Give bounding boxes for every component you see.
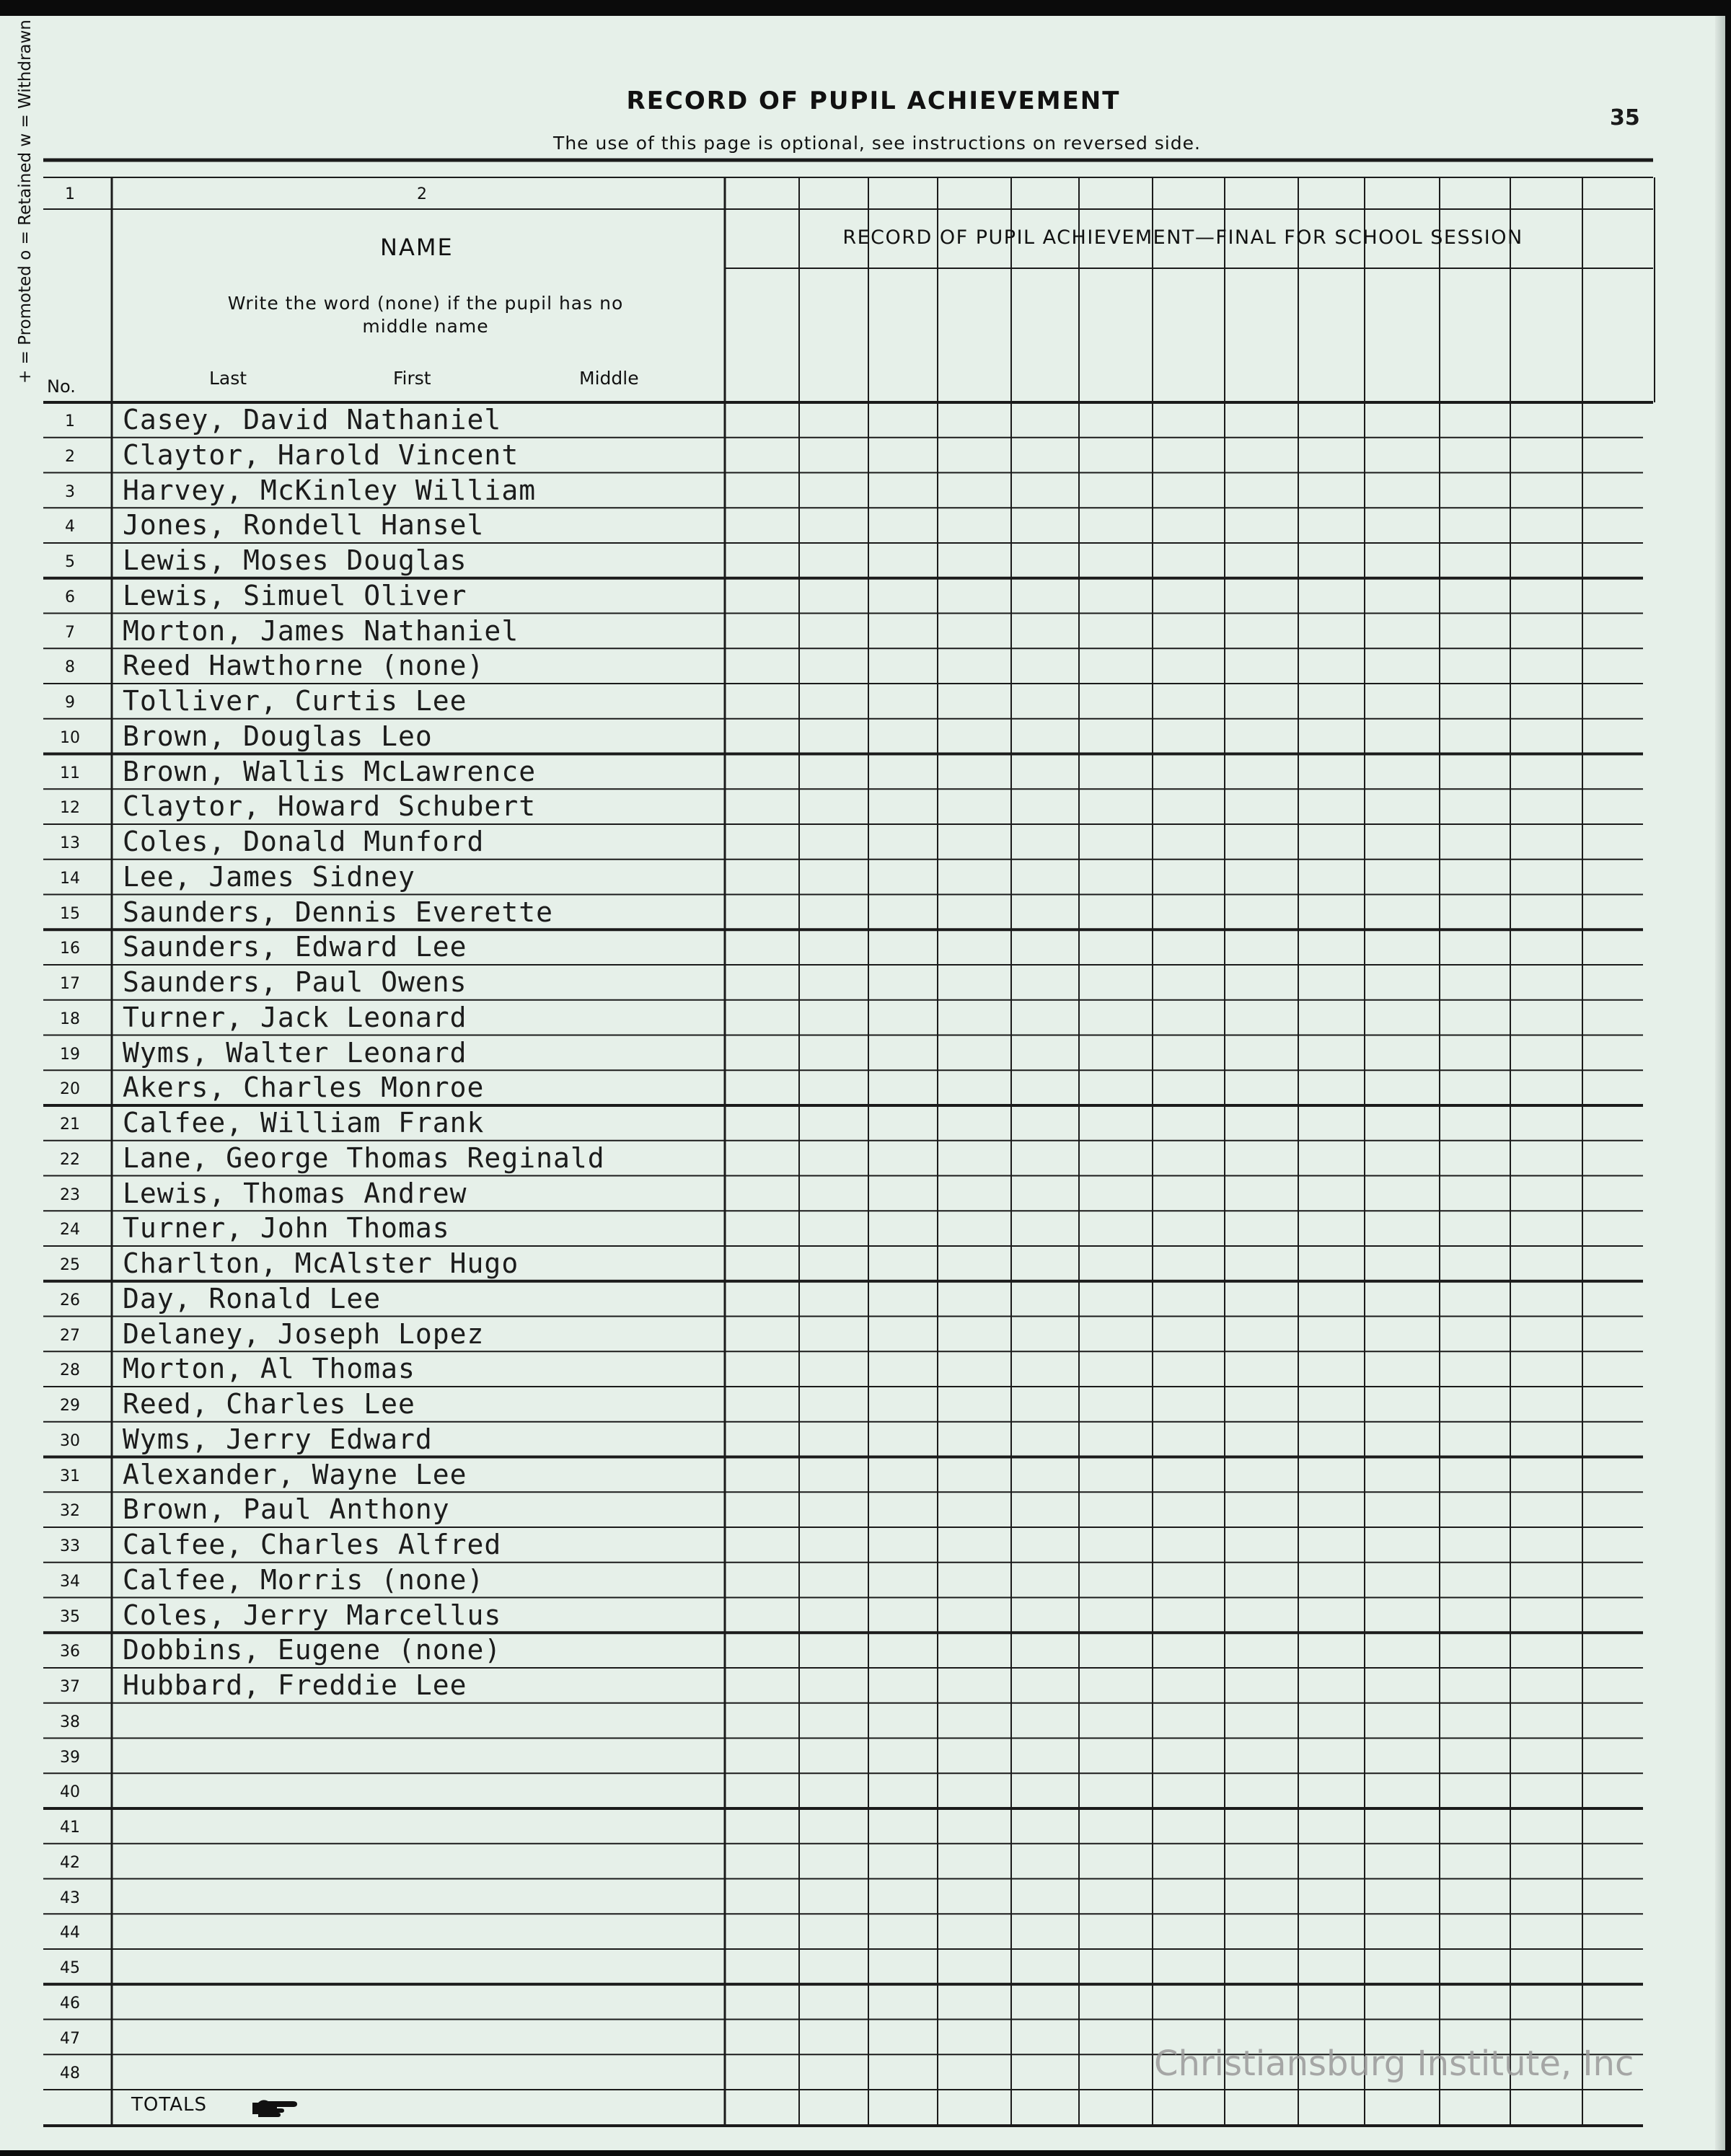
- pupil-name: Brown, Wallis McLawrence: [123, 755, 537, 787]
- pupil-name: Jones, Rondell Hansel: [123, 509, 485, 542]
- row-number: 47: [60, 2029, 80, 2048]
- name-heading: NAME: [380, 234, 454, 261]
- pupil-name: Saunders, Dennis Everette: [123, 896, 553, 928]
- first-name-label: First: [393, 368, 431, 389]
- row-number: 10: [60, 728, 80, 747]
- pupil-name: Saunders, Paul Owens: [123, 966, 467, 998]
- row-number: 42: [60, 1853, 80, 1872]
- row-number: 11: [60, 764, 80, 782]
- row-number: 43: [60, 1888, 80, 1907]
- pupil-name: Brown, Douglas Leo: [123, 720, 433, 752]
- pupil-name: Charlton, McAlster Hugo: [123, 1247, 519, 1279]
- row-number: 22: [60, 1150, 80, 1169]
- pupil-name: Harvey, McKinley William: [123, 474, 537, 506]
- row-number: 32: [60, 1502, 80, 1521]
- row-number: 46: [60, 1994, 80, 2013]
- row-number: 34: [60, 1572, 80, 1591]
- pupil-name: Saunders, Edward Lee: [123, 931, 467, 963]
- row-number: 25: [60, 1256, 80, 1274]
- row-number: 8: [65, 658, 75, 677]
- row-number: 13: [60, 834, 80, 852]
- row-number: 40: [60, 1783, 80, 1802]
- row-number: 3: [65, 482, 75, 501]
- middle-name-label: Middle: [579, 368, 639, 389]
- pupil-name: Lewis, Thomas Andrew: [123, 1177, 467, 1209]
- pupil-name: Coles, Donald Munford: [123, 826, 485, 857]
- pupil-name: Lewis, Simuel Oliver: [123, 579, 467, 611]
- row-number: 37: [60, 1678, 80, 1696]
- row-number: 1: [65, 412, 75, 430]
- pupil-name: Morton, Al Thomas: [123, 1353, 415, 1385]
- name-instruction: Write the word (none) if the pupil has no middle name: [227, 293, 624, 337]
- pupil-name: Claytor, Howard Schubert: [123, 790, 537, 823]
- pupil-name: Hubbard, Freddie Lee: [123, 1669, 467, 1701]
- page-subtitle: The use of this page is optional, see instructions on reversed side.: [553, 133, 1201, 154]
- pupil-name: Claytor, Harold Vincent: [123, 438, 519, 471]
- row-number: 16: [60, 940, 80, 958]
- pupil-name: Lee, James Sidney: [123, 860, 415, 893]
- achievement-heading: RECORD OF PUPIL ACHIEVEMENT—FINAL FOR SCHOOL SESSION: [842, 226, 1523, 249]
- row-number: 30: [60, 1431, 80, 1450]
- pupil-name: Akers, Charles Monroe: [123, 1072, 485, 1104]
- page-number: 35: [1610, 105, 1640, 131]
- row-number: 36: [60, 1643, 80, 1661]
- pupil-name: Day, Ronald Lee: [123, 1282, 382, 1315]
- row-number: 5: [65, 553, 75, 571]
- row-number: 33: [60, 1537, 80, 1555]
- column-number-2: 2: [417, 185, 427, 203]
- status-legend: + = Promoted o = Retained w = Withdrawn: [16, 19, 35, 384]
- pupil-name: Calfee, Charles Alfred: [123, 1529, 502, 1560]
- row-number: 27: [60, 1326, 80, 1345]
- page-title: RECORD OF PUPIL ACHIEVEMENT: [626, 87, 1121, 115]
- row-number: 35: [60, 1607, 80, 1626]
- pupil-name: Turner, Jack Leonard: [123, 1001, 467, 1033]
- pupil-name: Alexander, Wayne Lee: [123, 1458, 467, 1490]
- row-number: 18: [60, 1009, 80, 1028]
- pupil-name: Calfee, Morris (none): [123, 1563, 485, 1596]
- number-label: No.: [47, 376, 76, 397]
- row-number: 39: [60, 1748, 80, 1767]
- row-number: 2: [65, 447, 75, 466]
- row-number: 20: [60, 1080, 80, 1099]
- page-edge: [1715, 16, 1725, 2150]
- pupil-name: Brown, Paul Anthony: [123, 1493, 450, 1526]
- row-number: 29: [60, 1397, 80, 1415]
- row-number: 45: [60, 1959, 80, 1977]
- pupil-name: Turner, John Thomas: [123, 1212, 450, 1245]
- pupil-name: Casey, David Nathaniel: [123, 404, 502, 436]
- row-number: 41: [60, 1819, 80, 1837]
- pupil-name: Delaney, Joseph Lopez: [123, 1317, 485, 1350]
- watermark: Christiansburg Institute, Inc: [1154, 2044, 1634, 2084]
- row-number: 15: [60, 904, 80, 923]
- row-number: 4: [65, 518, 75, 536]
- last-name-label: Last: [209, 368, 247, 389]
- pupil-name: Coles, Jerry Marcellus: [123, 1599, 502, 1631]
- row-number: 6: [65, 588, 75, 606]
- row-number: 23: [60, 1185, 80, 1204]
- row-number: 9: [65, 694, 75, 712]
- totals-label: TOTALS: [131, 2094, 207, 2116]
- pupil-name: Tolliver, Curtis Lee: [123, 685, 467, 717]
- row-number: 7: [65, 623, 75, 642]
- row-number: 19: [60, 1045, 80, 1064]
- pupil-name: Dobbins, Eugene (none): [123, 1634, 502, 1666]
- row-number: 38: [60, 1713, 80, 1731]
- row-number: 31: [60, 1467, 80, 1485]
- row-number: 12: [60, 799, 80, 818]
- pupil-name: Wyms, Walter Leonard: [123, 1036, 467, 1069]
- row-number: 28: [60, 1361, 80, 1380]
- pupil-name: Wyms, Jerry Edward: [123, 1423, 433, 1455]
- pupil-name: Calfee, William Frank: [123, 1107, 485, 1139]
- row-number: 21: [60, 1115, 80, 1134]
- row-number: 24: [60, 1221, 80, 1240]
- row-number: 26: [60, 1291, 80, 1309]
- column-number-1: 1: [65, 185, 75, 203]
- pointing-hand-icon: [251, 2097, 299, 2119]
- row-number: 48: [60, 2064, 80, 2083]
- pupil-name: Reed, Charles Lee: [123, 1388, 415, 1420]
- row-number: 17: [60, 975, 80, 993]
- row-number: 14: [60, 869, 80, 888]
- pupil-name: Morton, James Nathaniel: [123, 614, 519, 647]
- pupil-name: Reed Hawthorne (none): [123, 650, 485, 682]
- row-number: 44: [60, 1924, 80, 1943]
- record-page: [0, 16, 1725, 2150]
- pupil-name: Lewis, Moses Douglas: [123, 544, 467, 576]
- pupil-name: Lane, George Thomas Reginald: [123, 1141, 605, 1174]
